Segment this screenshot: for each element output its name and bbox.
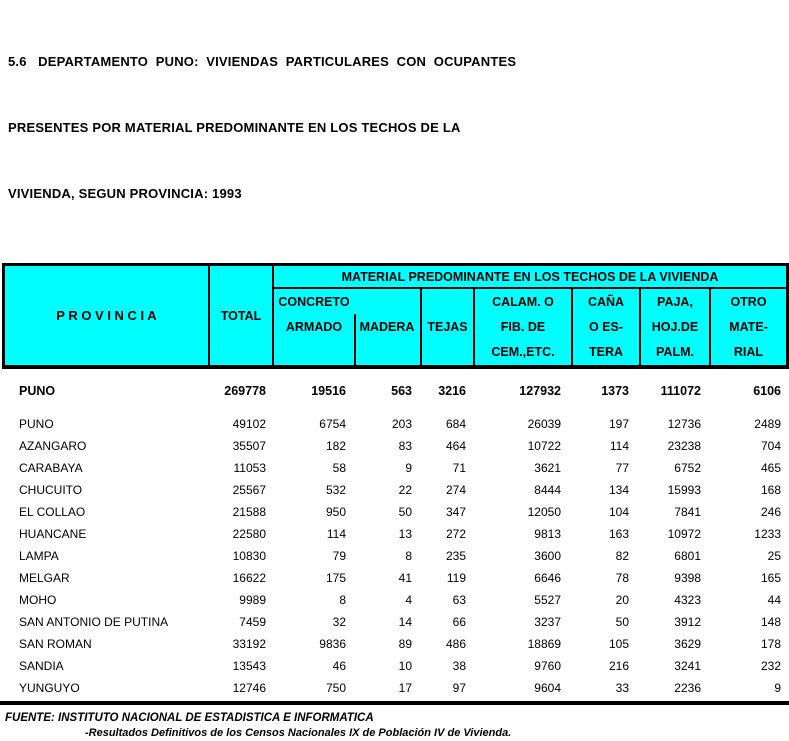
cell-value: 63 <box>452 593 466 607</box>
province-row <box>5 677 786 699</box>
cell-value: 16622 <box>232 571 266 585</box>
cell-value: 3621 <box>534 461 561 475</box>
cell-value: 148 <box>760 615 781 629</box>
cell-value: 3241 <box>674 659 701 673</box>
cell-value: 950 <box>325 505 346 519</box>
province-name: CHUCUITO <box>19 483 83 497</box>
cell-value: 35507 <box>232 439 266 453</box>
cell-value: 105 <box>608 637 629 651</box>
cell-value: 8 <box>339 593 346 607</box>
header-line: CALAM. O <box>492 294 554 309</box>
cell-value: 486 <box>445 637 466 651</box>
header-line: O ES- <box>588 319 624 334</box>
cell-value: 23238 <box>667 439 701 453</box>
cell-value: 9398 <box>674 571 701 585</box>
cell-value: 465 <box>760 461 781 475</box>
cell-value: 71 <box>452 461 466 475</box>
header-line: CEM.,ETC. <box>491 345 555 360</box>
province-name: SAN ROMAN <box>19 637 92 651</box>
cell-value: 203 <box>391 417 412 431</box>
province-row <box>5 633 786 655</box>
cell-value: 1233 <box>754 527 781 541</box>
cell-value: 563 <box>391 384 412 398</box>
cell-value: 1373 <box>601 384 629 398</box>
cell-value: 12746 <box>232 681 266 695</box>
cell-value: 165 <box>760 571 781 585</box>
cell-value: 10830 <box>232 549 266 563</box>
province-name: EL COLLAO <box>19 505 86 519</box>
province-name: MELGAR <box>19 571 70 585</box>
header-line: PALM. <box>656 345 694 360</box>
cell-value: 12050 <box>527 505 561 519</box>
cell-value: 3600 <box>534 549 561 563</box>
cell-value: 9760 <box>534 659 561 673</box>
cell-value: 114 <box>609 439 629 453</box>
cell-value: 15993 <box>667 483 701 497</box>
cell-value: 9813 <box>534 527 561 541</box>
province-row <box>5 457 786 479</box>
column-header-material-5 <box>571 289 639 365</box>
header-line: FIB. DE <box>500 319 546 334</box>
cell-value: 9836 <box>319 637 346 651</box>
header-line: RIAL <box>733 345 764 360</box>
header-line <box>274 340 354 365</box>
cell-value: 79 <box>332 549 346 563</box>
cell-value: 134 <box>608 483 629 497</box>
footer <box>0 705 789 741</box>
cell-value: 83 <box>398 439 412 453</box>
cell-value: 7459 <box>239 615 266 629</box>
cell-value: 6646 <box>534 571 561 585</box>
province-row <box>5 655 786 677</box>
cell-value: 111072 <box>660 384 701 398</box>
header-line: TERA <box>588 345 624 360</box>
cell-value: 41 <box>398 571 412 585</box>
cell-value: 82 <box>615 549 629 563</box>
province-name: MOHO <box>19 593 57 607</box>
column-header-material-6 <box>639 289 709 365</box>
column-header-material-4 <box>473 289 571 365</box>
cell-value: 78 <box>615 571 629 585</box>
title-line-3: VIVIENDA, SEGUN PROVINCIA: 1993 <box>8 186 242 201</box>
table-body <box>5 380 786 699</box>
cell-value: 127932 <box>519 384 561 398</box>
title-line-2: PRESENTES POR MATERIAL PREDOMINANTE EN LOS TECHOS DE LA <box>8 120 461 135</box>
cell-value: 77 <box>615 461 629 475</box>
cell-value: 3629 <box>674 637 701 651</box>
header-line <box>422 340 473 365</box>
column-header-total: TOTAL <box>208 266 274 365</box>
cell-value: 10 <box>398 659 412 673</box>
cell-value: 272 <box>445 527 466 541</box>
cell-value: 11053 <box>233 461 266 475</box>
header-line: HOJ.DE <box>651 319 699 334</box>
cell-value: 2236 <box>674 681 701 695</box>
header-line <box>422 289 473 314</box>
table-title <box>0 0 789 249</box>
cell-value: 12736 <box>667 417 701 431</box>
province-row <box>5 611 786 633</box>
department-total-row <box>5 380 786 402</box>
column-header-material-7 <box>709 289 786 365</box>
cell-value: 197 <box>608 417 629 431</box>
cell-value: 6752 <box>674 461 701 475</box>
cell-value: 97 <box>452 681 466 695</box>
column-header-material-1 <box>274 289 354 365</box>
header-line: TEJAS <box>427 319 468 334</box>
cell-value: 9 <box>405 461 412 475</box>
province-row <box>5 567 786 589</box>
header-line: CAÑA <box>587 294 625 309</box>
cell-value: 684 <box>445 417 466 431</box>
province-name: CARABAYA <box>19 461 83 475</box>
cell-value: 8444 <box>534 483 561 497</box>
cell-value: 10972 <box>667 527 701 541</box>
cell-value: 50 <box>398 505 412 519</box>
cell-value: 10722 <box>527 439 561 453</box>
cell-value: 216 <box>608 659 629 673</box>
cell-value: 3912 <box>674 615 701 629</box>
cell-value: 17 <box>398 681 412 695</box>
header-line: OTRO <box>730 294 767 309</box>
cell-value: 32 <box>332 615 346 629</box>
cell-value: 232 <box>760 659 781 673</box>
header-line: PAJA, <box>657 294 693 309</box>
cell-value: 6106 <box>753 384 781 398</box>
cell-value: 13 <box>398 527 412 541</box>
province-name: HUANCANE <box>19 527 87 541</box>
cell-value: 532 <box>325 483 346 497</box>
table-header <box>2 263 789 369</box>
cell-value: 25567 <box>232 483 266 497</box>
province-row <box>5 413 786 435</box>
cell-value: 168 <box>760 483 781 497</box>
cell-value: 18869 <box>527 637 561 651</box>
cell-value: 33 <box>615 681 629 695</box>
column-group-header-material: MATERIAL PREDOMINANTE EN LOS TECHOS DE LA VIVIENDA <box>274 266 786 289</box>
cell-value: 25 <box>767 549 781 563</box>
header-line: MATE- <box>729 319 768 334</box>
cell-value: 6801 <box>674 549 701 563</box>
cell-value: 9 <box>774 681 781 695</box>
cell-value: 347 <box>445 505 466 519</box>
province-row <box>5 435 786 457</box>
column-header-material-2 <box>354 289 420 365</box>
results-note: -Resultados Definitivos de los Censos Nacionales IX de Población IV de Vivienda. <box>85 727 512 739</box>
cell-value: 182 <box>325 439 346 453</box>
cell-value: 235 <box>445 549 466 563</box>
province-row <box>5 479 786 501</box>
cell-value: 8 <box>405 549 412 563</box>
cell-value: 5527 <box>534 593 561 607</box>
cell-value: 3216 <box>438 384 466 398</box>
cell-value: 7841 <box>674 505 701 519</box>
province-row <box>5 501 786 523</box>
column-header-provincia: P R O V I N C I A <box>56 308 157 323</box>
province-row <box>5 523 786 545</box>
cell-value: 3237 <box>534 615 561 629</box>
cell-value: 114 <box>326 527 346 541</box>
header-line: MADERA <box>359 319 415 334</box>
cell-value: 13543 <box>232 659 266 673</box>
cell-value: 104 <box>608 505 629 519</box>
cell-value: 6754 <box>319 417 346 431</box>
cell-value: 163 <box>608 527 629 541</box>
cell-value: 33192 <box>232 637 266 651</box>
cell-value: 274 <box>445 483 466 497</box>
cell-value: 38 <box>452 659 466 673</box>
cell-value: 269778 <box>224 384 266 398</box>
column-header-material-3 <box>420 289 473 365</box>
cell-value: 464 <box>445 439 466 453</box>
cell-value: 9989 <box>239 593 266 607</box>
cell-value: 750 <box>325 681 346 695</box>
header-line <box>354 289 420 314</box>
header-line: CONCRETO <box>278 294 350 309</box>
cell-value: 19516 <box>311 384 346 398</box>
cell-value: 20 <box>615 593 629 607</box>
cell-value: 26039 <box>527 417 561 431</box>
source-note: FUENTE: INSTITUTO NACIONAL DE ESTADISTICA E INFORMATICA <box>5 712 374 724</box>
cell-value: 58 <box>332 461 346 475</box>
cell-value: 14 <box>398 615 412 629</box>
province-name: YUNGUYO <box>19 681 80 695</box>
cell-value: 89 <box>398 637 412 651</box>
cell-value: 119 <box>446 571 466 585</box>
cell-value: 50 <box>615 615 629 629</box>
cell-value: 178 <box>760 637 781 651</box>
title-line-1: 5.6 DEPARTAMENTO PUNO: VIVIENDAS PARTICULARES CON OCUPANTES <box>8 54 517 69</box>
cell-value: 22 <box>398 483 412 497</box>
cell-value: 66 <box>452 615 466 629</box>
province-name: SANDIA <box>19 659 64 673</box>
province-row <box>5 545 786 567</box>
cell-value: 9604 <box>534 681 561 695</box>
province-name: PUNO <box>19 417 54 431</box>
province-name: LAMPA <box>19 549 59 563</box>
cell-value: 2489 <box>754 417 781 431</box>
cell-value: 21588 <box>232 505 266 519</box>
header-line <box>354 340 420 365</box>
cell-value: 175 <box>325 571 346 585</box>
cell-value: 49102 <box>232 417 266 431</box>
province-name: SAN ANTONIO DE PUTINA <box>19 615 169 629</box>
province-name: AZANGARO <box>19 439 87 453</box>
cell-value: 4 <box>405 593 412 607</box>
cell-value: 22580 <box>232 527 266 541</box>
cell-value: 246 <box>760 505 781 519</box>
province-name: PUNO <box>19 384 56 398</box>
province-row <box>5 589 786 611</box>
cell-value: 704 <box>760 439 781 453</box>
cell-value: 44 <box>767 593 781 607</box>
data-table <box>2 263 789 699</box>
cell-value: 46 <box>332 659 346 673</box>
header-line: ARMADO <box>285 319 343 334</box>
cell-value: 4323 <box>674 593 701 607</box>
